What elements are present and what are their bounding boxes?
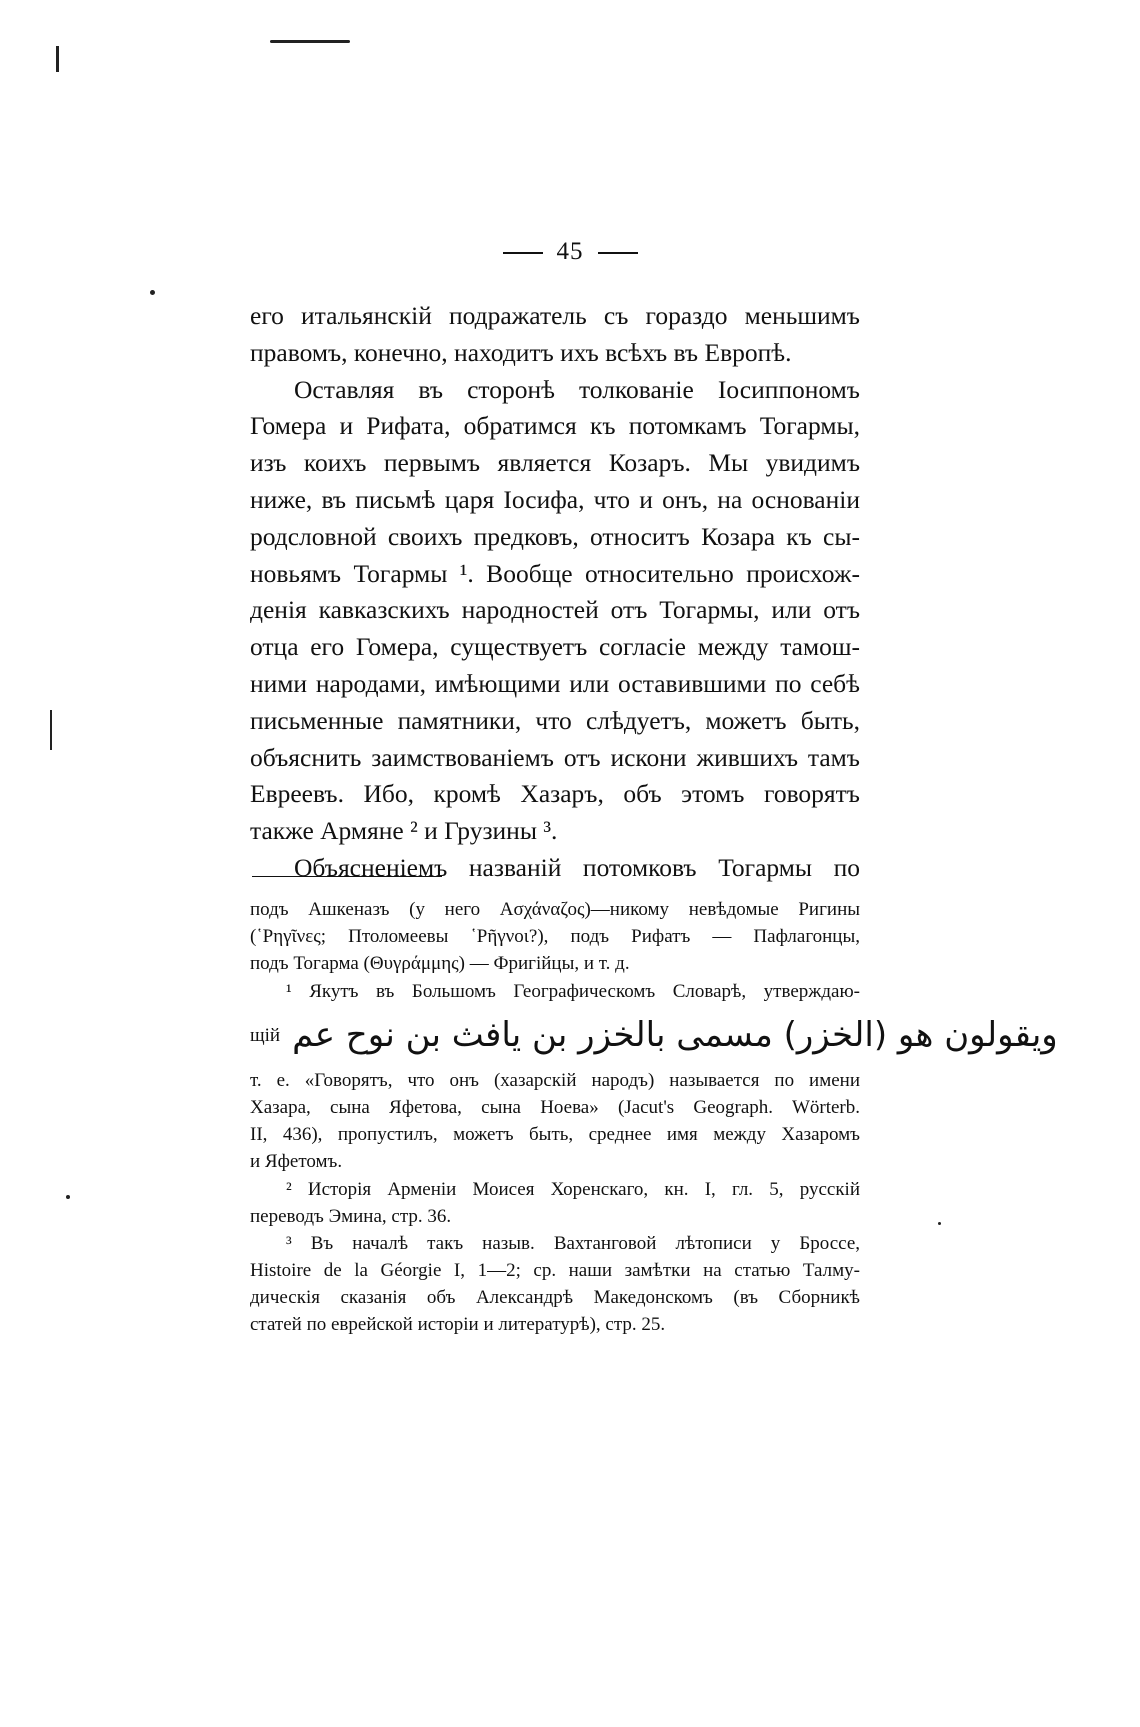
page-header — [0, 238, 1140, 266]
text-line: Гомера и Рифата, обратимся къ потомкамъ Тогармы, — [250, 411, 860, 441]
footnote-line: подъ Ашкеназъ (у него Ασχάναζος)—никому невѣдомые Ригины — [250, 899, 860, 920]
text-line: ними народами, имѣющими или оставившими по себѣ — [250, 668, 860, 698]
text-line: ниже, въ письмѣ царя Іосифа, что и онъ, на основаніи — [250, 484, 860, 514]
footnote-line: дическія сказанія объ Александрѣ Македонскомъ (въ Сборникѣ — [250, 1287, 860, 1309]
footnote-line: переводъ Эмина, стр. 36. — [250, 1205, 452, 1227]
text-line: его итальянскій подражатель съ гораздо меньшимъ — [250, 301, 860, 330]
footnotes-bottom — [250, 1067, 860, 1339]
text-line: новьямъ Тогармы ¹. Вообще относительно происхож- — [250, 558, 860, 588]
footnote-line: и Яфетомъ. — [250, 1151, 343, 1173]
footnotes-top — [250, 896, 860, 1005]
arabic-label: щій — [250, 1025, 281, 1047]
text-line: также Армяне ² и Грузины ³. — [250, 816, 558, 846]
footnote-line: статей по еврейской исторіи и литературѣ), стр. 25. — [250, 1314, 666, 1336]
text-line: письменные памятники, что слѣдуетъ, можетъ быть, — [250, 705, 860, 735]
scan-speck — [938, 1222, 941, 1225]
footnote-line: ² Исторія Арменіи Моисея Хоренскаго, кн. I, гл. 5, русскій — [286, 1178, 860, 1200]
scan-speck — [150, 290, 155, 295]
scan-speck — [66, 1195, 70, 1199]
footnote-line: ¹ Якутъ въ Большомъ Географическомъ Словарѣ, утверждаю- — [286, 980, 860, 1002]
text-line: родсловной своихъ предковъ, относитъ Козара къ сы- — [250, 521, 860, 551]
text-line: отца его Гомера, существуетъ согласіе между тамош- — [250, 632, 860, 662]
text-line: Оставляя въ сторонѣ толкованіе Іосиппономъ — [294, 374, 860, 404]
text-line: Объясненіемъ названій потомковъ Тогармы по — [294, 852, 860, 882]
footnote-line: II, 436), пропустилъ, можетъ быть, среднее имя между Хазаромъ — [250, 1124, 860, 1146]
text-line: денія кавказскихъ народностей отъ Тогармы, или отъ — [250, 595, 860, 625]
text-line: изъ коихъ первымъ является Козаръ. Мы увидимъ — [250, 448, 860, 478]
page-number: 45 — [556, 238, 584, 265]
footnote-line: ³ Въ началѣ такъ назыв. Вахтанговой лѣтописи у Броссе, — [286, 1232, 860, 1254]
header-dash-left — [503, 252, 543, 254]
main-text — [250, 298, 860, 887]
scan-mark-top — [270, 40, 350, 43]
footnote-line: Histoire de la Géorgie I, 1—2; ср. наши замѣтки на статью Талму- — [250, 1260, 860, 1282]
footnote-line: т. е. «Говорятъ, что онъ (хазарскій народъ) называется по имени — [250, 1069, 860, 1091]
footnote-line: (῾Ρηγῖνες; Птоломеевы ῾Ρῆγνοι?), подъ Рифатъ — Пафлагонцы, — [250, 926, 860, 948]
footnote-line: Хазара, сына Яфетова, сына Ноева» (Jacut's Geograph. Wörterb. — [250, 1096, 860, 1118]
text-line: Евреевъ. Ибо, кромѣ Хазаръ, объ этомъ говорятъ — [250, 779, 860, 809]
footnote-rule — [252, 876, 442, 877]
arabic-quote-line — [250, 1005, 1058, 1067]
arabic-quote: ويقولون هو (الخزر) مسمى بالخزر بن يافث بن نوح عم — [292, 1015, 1058, 1056]
text-line: объяснить заимствованіемъ отъ искони жившихъ тамъ — [250, 742, 860, 772]
footnote-line: подъ Тогарма (Θυγράμμης) — Фригійцы, и т. д. — [250, 953, 630, 975]
text-line: правомъ, конечно, находитъ ихъ всѣхъ въ Европѣ. — [250, 337, 792, 367]
scan-mark-corner — [56, 46, 59, 72]
footnotes — [250, 896, 1058, 1339]
header-dash-right — [598, 252, 638, 254]
scan-mark-left-bar — [50, 710, 52, 750]
